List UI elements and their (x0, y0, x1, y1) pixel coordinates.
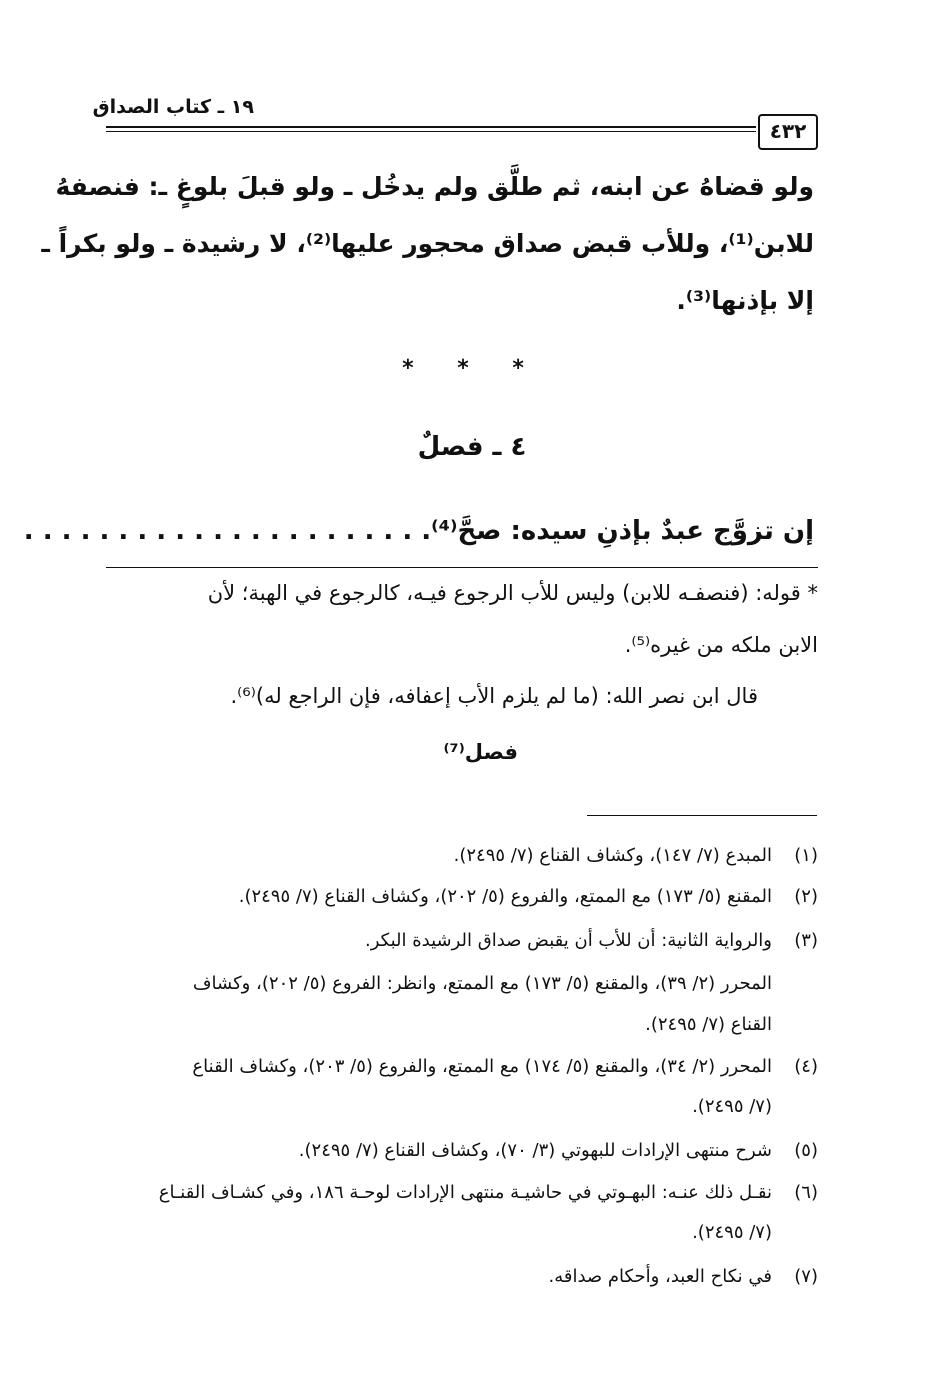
running-header-title: ١٩ ـ كتاب الصداق (92, 96, 254, 118)
footnote-text: المبدع (٧/ ١٤٧)، وكشاف القناع (٧/ ٢٤٩٥). (453, 845, 772, 866)
footnote-text: نقـل ذلك عنـه: البهـوتي في حاشيـة منتهى الإرادات لوحـة ١٨٦، وفي كشـاف القنـاع (158, 1182, 772, 1203)
footnote-number: (٧) (794, 1266, 818, 1287)
matn-text: إن تزوَّج عبدٌ بإذنِ سيده: صحَّ⁽⁴⁾. . . . . . . . . . . . . . . . . . . . . . (23, 516, 814, 546)
main-text-line: إلا بإذنها⁽³⁾. (676, 286, 814, 315)
footnote-number: (٣) (794, 930, 818, 951)
footnote-text: القناع (٧/ ٢٤٩٥). (645, 1014, 772, 1035)
footnote-number: (٦) (794, 1182, 818, 1203)
footnote-text: والرواية الثانية: أن للأب أن يقبض صداق الرشيدة البكر. (364, 930, 772, 951)
footnote-text: (٧/ ٢٤٩٥). (692, 1096, 772, 1117)
section-separator: * * * (402, 356, 542, 381)
footnote-text: في نكاح العبد، وأحكام صداقه. (548, 1266, 772, 1287)
main-text-line: ولو قضاهُ عن ابنه، ثم طلَّق ولم يدخُل ـ ولو قبلَ بلوغٍ ـ: فنصفهُ (55, 172, 814, 201)
footnote-text: (٧/ ٢٤٩٥). (692, 1222, 772, 1243)
page-number: ٤٣٢ (758, 114, 818, 150)
footnote-text: شرح منتهى الإرادات للبهوتي (٣/ ٧٠)، وكشاف القناع (٧/ ٢٤٩٥). (298, 1140, 772, 1161)
footnote-number: (١) (794, 845, 818, 866)
footnote-text: المحرر (٢/ ٣٤)، والمقنع (٥/ ١٧٤) مع الممتع، والفروع (٥/ ٢٠٣)، وكشاف القناع (192, 1056, 772, 1077)
footnote-rule (587, 815, 817, 816)
footnote-number: (٢) (794, 886, 818, 907)
section-title: ٤ ـ فصلٌ (417, 432, 527, 462)
matn-divider (106, 567, 818, 568)
commentary-line: * قوله: (فنصفـه للابن) وليس للأب الرجوع فيـه، كالرجوع في الهبة؛ لأن (207, 581, 818, 605)
commentary-line: قال ابن نصر الله: (ما لم يلزم الأب إعفافه، فإن الراجع له)⁽⁶⁾. (230, 684, 758, 708)
header-rule (106, 126, 756, 128)
footnote-text: المقنع (٥/ ١٧٣) مع الممتع، والفروع (٥/ ٢٠٢)، وكشاف القناع (٧/ ٢٤٩٥). (238, 886, 772, 907)
footnote-number: (٤) (794, 1056, 818, 1077)
commentary-subheading: فصل⁽⁷⁾ (443, 740, 518, 764)
main-text-line: للابن⁽¹⁾، وللأب قبض صداق محجور عليها⁽²⁾، لا رشيدة ـ ولو بكراً ـ (41, 229, 814, 258)
commentary-line: الابن ملكه من غيره⁽⁵⁾. (624, 633, 818, 657)
footnote-number: (٥) (794, 1140, 818, 1161)
footnote-text: المحرر (٢/ ٣٩)، والمقنع (٥/ ١٧٣) مع الممتع، وانظر: الفروع (٥/ ٢٠٢)، وكشاف (192, 973, 772, 994)
header-rule-thin (106, 131, 756, 132)
